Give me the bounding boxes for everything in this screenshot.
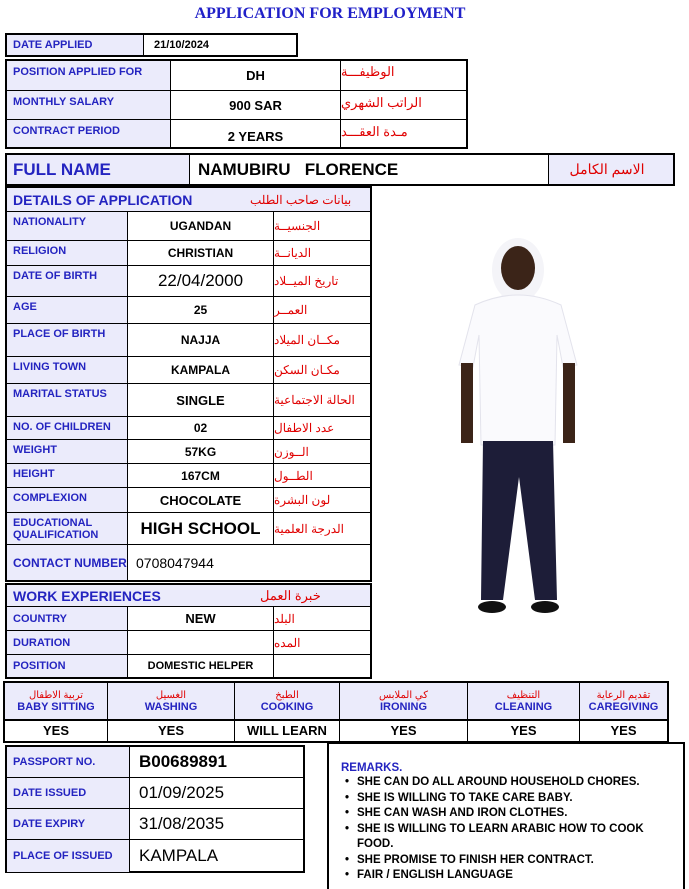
job-table xyxy=(5,59,468,149)
work-row xyxy=(7,607,370,631)
skill-header xyxy=(468,683,579,721)
details-row xyxy=(7,357,370,384)
remark-item: • FAIR / ENGLISH LANGUAGE xyxy=(341,868,677,884)
skill-header xyxy=(5,683,107,721)
remark-item: • SHE CAN WASH AND IRON CLOTHES. xyxy=(341,806,677,822)
work-table xyxy=(5,583,372,679)
details-row xyxy=(7,324,370,357)
details-row xyxy=(7,241,370,266)
skill-value: YES xyxy=(610,722,637,738)
skill-english: IRONING xyxy=(379,700,428,713)
detail-value: 02 xyxy=(128,417,274,439)
passport-label: DATE EXPIRY xyxy=(7,809,130,839)
detail-value: HIGH SCHOOL xyxy=(128,513,274,544)
skill-value: WILL LEARN xyxy=(247,722,327,738)
remarks-list xyxy=(341,775,677,884)
detail-value: 22/04/2000 xyxy=(128,266,274,296)
passport-row xyxy=(7,747,303,778)
contact-label: CONTACT NUMBER xyxy=(7,545,128,580)
details-row xyxy=(7,464,370,488)
skill-value: YES xyxy=(157,722,184,738)
work-arabic xyxy=(274,655,370,677)
detail-label: HEIGHT xyxy=(7,464,128,487)
detail-value: SINGLE xyxy=(128,384,274,416)
skill-value: YES xyxy=(510,722,537,738)
remark-item: • SHE IS WILLING TO TAKE CARE BABY. xyxy=(341,791,677,807)
detail-label: AGE xyxy=(7,297,128,323)
detail-arabic: مكـان السكن xyxy=(274,363,340,377)
skill-english: BABY SITTING xyxy=(17,700,95,713)
work-arabic: البلد xyxy=(274,611,295,626)
skill-arabic: الطبخ xyxy=(275,689,299,701)
full-name-value: NAMUBIRU FLORENCE xyxy=(190,155,549,184)
date-applied-box xyxy=(5,33,298,57)
skill-header xyxy=(340,683,467,721)
work-row xyxy=(7,655,370,677)
details-table xyxy=(5,186,372,582)
passport-label: PASSPORT NO. xyxy=(7,747,130,777)
detail-value: NAJJA xyxy=(128,324,274,356)
remark-item: • SHE PROMISE TO FINISH HER CONTRACT. xyxy=(341,853,677,869)
passport-value: B00689891 xyxy=(139,752,227,771)
work-arabic: المده xyxy=(274,635,301,650)
details-heading-row xyxy=(7,188,370,212)
detail-value: KAMPALA xyxy=(128,357,274,383)
detail-label: COMPLEXION xyxy=(7,488,128,512)
skill-value: YES xyxy=(42,722,69,738)
detail-label: NO. OF CHILDREN xyxy=(7,417,128,439)
work-heading-arabic: خبرة العمل xyxy=(260,587,321,603)
skill-value: YES xyxy=(390,722,417,738)
skill-arabic: تقديم الرعاية xyxy=(596,689,651,701)
detail-value: CHRISTIAN xyxy=(128,241,274,265)
passport-label: DATE ISSUED xyxy=(7,778,130,808)
details-row xyxy=(7,417,370,440)
salary-label: MONTHLY SALARY xyxy=(7,91,170,119)
detail-arabic: مكــان الميلاد xyxy=(274,333,340,347)
remarks-box xyxy=(327,742,685,889)
job-value: DH xyxy=(246,68,265,83)
work-value: DOMESTIC HELPER xyxy=(128,655,274,677)
work-heading: WORK EXPERIENCES xyxy=(7,585,260,606)
detail-arabic: تاريخ الميــلاد xyxy=(274,274,339,288)
detail-arabic: الجنسيــة xyxy=(274,219,321,233)
details-row xyxy=(7,212,370,241)
skill-column xyxy=(108,683,235,741)
detail-arabic: الديانــة xyxy=(274,246,312,260)
remark-item: • SHE IS WILLING TO LEARN ARABIC HOW TO COOK FOOD. xyxy=(341,822,677,853)
contact-value: 0708047944 xyxy=(136,554,214,571)
work-label: COUNTRY xyxy=(7,607,128,630)
salary-arabic: الراتب الشهري xyxy=(341,95,422,110)
detail-label: MARITAL STATUS xyxy=(7,384,128,416)
skill-header xyxy=(108,683,234,721)
job-label: POSITION APPLIED FOR xyxy=(7,61,170,90)
skill-column xyxy=(235,683,340,741)
detail-label: NATIONALITY xyxy=(7,212,128,240)
detail-value: 57KG xyxy=(128,440,274,463)
work-row xyxy=(7,631,370,655)
detail-value: 167CM xyxy=(128,464,274,487)
contract-value: 2 YEARS xyxy=(227,129,284,144)
remarks-heading: REMARKS. xyxy=(341,762,403,774)
detail-label: DATE OF BIRTH xyxy=(7,266,128,296)
work-value xyxy=(128,631,274,654)
skill-header xyxy=(235,683,339,721)
contract-label: CONTRACT PERIOD xyxy=(7,120,170,147)
passport-row xyxy=(7,840,303,872)
detail-label: RELIGION xyxy=(7,241,128,265)
details-row xyxy=(7,384,370,417)
skill-column xyxy=(5,683,108,741)
detail-arabic: العمــر xyxy=(274,303,308,317)
detail-label: LIVING TOWN xyxy=(7,357,128,383)
applicant-photo xyxy=(445,215,595,620)
detail-value: UGANDAN xyxy=(128,212,274,240)
skill-english: WASHING xyxy=(144,700,198,713)
details-row xyxy=(7,297,370,324)
remark-item: • SHE CAN DO ALL AROUND HOUSEHOLD CHORES. xyxy=(341,775,677,791)
skill-english: COOKING xyxy=(260,700,314,713)
detail-arabic: لون البشرة xyxy=(274,493,331,507)
detail-value: CHOCOLATE xyxy=(128,488,274,512)
passport-value: KAMPALA xyxy=(139,846,219,865)
skill-header xyxy=(580,683,667,721)
full-name-label: FULL NAME xyxy=(7,155,190,184)
passport-label: PLACE OF ISSUED xyxy=(7,840,130,872)
skill-arabic: كي الملابس xyxy=(379,689,428,701)
detail-arabic: عدد الاطفال xyxy=(274,421,335,435)
skill-arabic: تربية الاطفال xyxy=(28,689,84,701)
details-row xyxy=(7,266,370,297)
detail-arabic: الــوزن xyxy=(274,444,309,459)
skill-arabic: التنظيف xyxy=(506,689,541,701)
job-arabic: الوظيفـــة xyxy=(341,64,395,79)
detail-label: PLACE OF BIRTH xyxy=(7,324,128,356)
contract-arabic: مـدة العقـــد xyxy=(341,124,408,139)
detail-label: WEIGHT xyxy=(7,440,128,463)
date-applied-label: DATE APPLIED xyxy=(7,35,144,55)
details-heading: DETAILS OF APPLICATION xyxy=(7,188,250,211)
skill-arabic: الغسيل xyxy=(155,689,187,701)
work-value: NEW xyxy=(128,607,274,630)
passport-table xyxy=(5,745,305,873)
contact-row xyxy=(7,545,370,580)
details-row xyxy=(7,488,370,513)
details-heading-arabic: بيانات صاحب الطلب xyxy=(250,192,352,207)
skill-column xyxy=(340,683,468,741)
details-row xyxy=(7,513,370,545)
skill-english: CAREGIVING xyxy=(588,700,659,713)
passport-row xyxy=(7,778,303,809)
date-applied-value: 21/10/2024 xyxy=(154,39,210,51)
skill-english: CLEANING xyxy=(494,700,553,713)
passport-value: 01/09/2025 xyxy=(139,783,225,802)
detail-label: EDUCATIONAL QUALIFICATION xyxy=(7,513,128,544)
full-name-arabic: الاسم الكامل xyxy=(549,155,673,184)
passport-value: 31/08/2035 xyxy=(139,814,225,833)
detail-value: 25 xyxy=(128,297,274,323)
details-row xyxy=(7,440,370,464)
detail-arabic: الطــول xyxy=(274,468,313,483)
detail-arabic: الدرجة العلمية xyxy=(274,521,345,536)
salary-value: 900 SAR xyxy=(229,97,282,113)
skill-column xyxy=(468,683,580,741)
work-heading-row xyxy=(7,585,370,607)
passport-row xyxy=(7,809,303,840)
work-label: DURATION xyxy=(7,631,128,654)
skill-column xyxy=(580,683,667,741)
full-name-box xyxy=(5,153,675,186)
page-title: APPLICATION FOR EMPLOYMENT xyxy=(194,5,466,22)
detail-arabic: الحالة الاجتماعية xyxy=(274,393,355,407)
skills-table xyxy=(3,681,669,743)
work-label: POSITION xyxy=(7,655,128,677)
